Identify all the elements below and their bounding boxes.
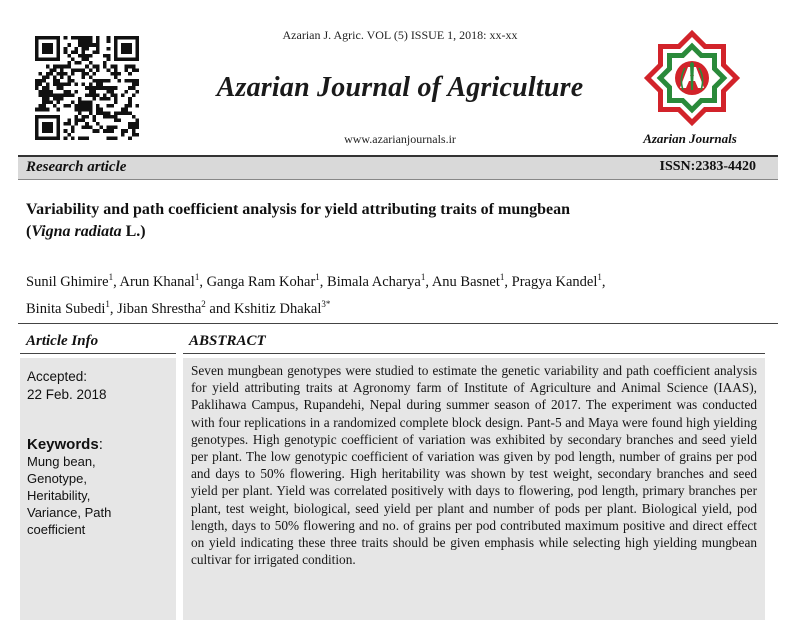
author-affiliation: 1	[420, 272, 426, 282]
journal-logo	[642, 28, 742, 128]
author-name: Arun Khanal	[119, 273, 195, 290]
abstract-heading: ABSTRACT	[183, 330, 765, 354]
author-affiliation: 1	[105, 298, 110, 309]
author-affiliation: 1	[597, 272, 602, 282]
article-type: Research article	[26, 159, 127, 175]
title-suffix: L.)	[121, 223, 146, 240]
keyword-item: coefficient	[27, 522, 86, 537]
author-name: Sunil Ghimire	[26, 273, 109, 290]
keyword-item: Variance, Path	[27, 505, 112, 520]
author-separator: and	[205, 300, 234, 317]
keywords-heading	[27, 436, 169, 453]
article-type-band	[18, 155, 778, 180]
author-affiliation: 3*	[321, 298, 331, 309]
author-affiliation: 1	[315, 272, 320, 282]
accepted-label: Accepted:	[27, 369, 88, 384]
author-name: Pragya Kandel	[511, 273, 598, 290]
author-affiliation: 1	[194, 272, 200, 282]
author-name: Kshitiz Dhakal	[233, 300, 322, 317]
author-separator: ,	[425, 273, 432, 290]
author-name: Jiban Shrestha	[117, 300, 202, 317]
title-species: Vigna radiata	[31, 223, 122, 240]
article-info-heading: Article Info	[20, 330, 176, 354]
author-name: Anu Basnet	[431, 273, 500, 290]
author-separator: ,	[113, 273, 120, 290]
author-affiliation: 1	[499, 272, 505, 282]
keyword-item: Genotype,	[27, 471, 87, 486]
issn: ISSN:2383-4420	[659, 159, 756, 174]
journal-website[interactable]: www.azarianjournals.ir	[344, 132, 456, 146]
author-separator: ,	[504, 273, 512, 290]
author-name: Bimala Acharya	[327, 273, 421, 290]
title-main: Variability and path coefficient analysis for yield attributing traits of mungbean	[26, 201, 571, 218]
author-affiliation: 2	[201, 298, 206, 309]
section-divider	[18, 323, 778, 324]
author-name: Binita Subedi	[26, 300, 106, 317]
keywords-colon: :	[98, 436, 103, 453]
author-separator: ,	[601, 273, 606, 290]
keyword-item: Heritability,	[27, 488, 91, 503]
title-open-paren: (	[26, 223, 32, 240]
journal-citation: Azarian J. Agric. VOL (5) ISSUE 1, 2018: xx-xx	[282, 28, 518, 42]
author-name: Ganga Ram Kohar	[206, 273, 316, 290]
keywords-heading-text: Keywords	[27, 436, 99, 453]
author-separator: ,	[319, 273, 328, 290]
keyword-list	[27, 453, 169, 538]
article-info-panel	[20, 358, 176, 620]
author-list	[26, 266, 776, 320]
keyword-item: Mung bean,	[27, 454, 96, 469]
paper-title	[26, 199, 766, 243]
logo-caption: Azarian Journals	[643, 131, 737, 146]
author-affiliation: 1	[108, 272, 114, 282]
accepted-date: 22 Feb. 2018	[27, 387, 107, 402]
journal-title: Azarian Journal of Agriculture	[216, 72, 584, 103]
author-separator: ,	[199, 273, 207, 290]
abstract-text: Seven mungbean genotypes were studied to estimate the genetic variability and path coefficient analysis for yield attributing traits at Agronomy farm of Institute of Agriculture and Animal Science (IAAS), Paklihawa Campus, Rupandehi, Nepal during summer season of 2017. The experiment was conducted with four replications in a randomized complete block design. Pant-5 and Maya were found high yielding genotypes. High genotypic coefficient of variation was exhibited by secondary branches and seed yield per plant. The low genotypic coefficient of variation was given by pod length, number of grains per pod and days to 50% flowering. High heritability was shown by test weight, secondary branches and seed yield per plant. Yield was correlated positively with days to flowering, pod length, primary branches per plant, test weight, biological, seed yield per plant and number of pods per plant. Biological yield, pod length, days to 50% flowering and no. of grains per pod contributed maximum positive and direct effect on yield indicating these three traits should be given emphasis while selecting high yielding mungbean cultivar for irrigated condition.	[183, 358, 765, 620]
author-separator: ,	[109, 300, 118, 317]
